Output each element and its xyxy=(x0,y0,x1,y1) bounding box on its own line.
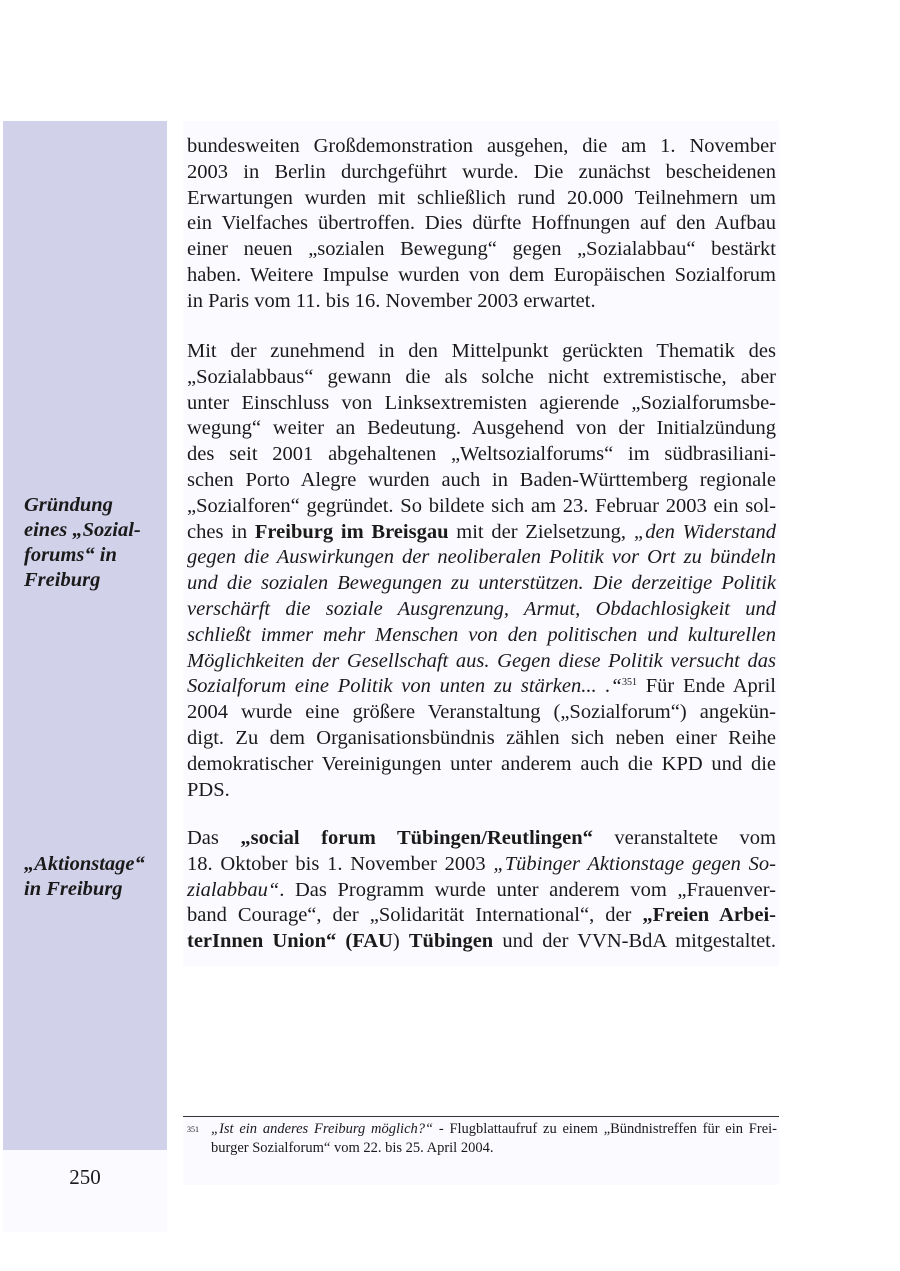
paragraph-3: Das „social forum Tübingen/Reutlingen“ veranstaltete vom 18. Oktober bis 1. November 2003 „Tübinger Aktionstage gegen So- zialabbau“. Das Programm wurde unter anderem vom „Frauenver- band Courage“, der „Solidarität International“, der „Freien Arbei- terInnen Union“ (FAU) Tübingen und der VVN-BdA mitgestaltet. xyxy=(187,827,777,953)
footnote-number: 351 xyxy=(187,1125,199,1134)
footnote xyxy=(187,1120,777,1158)
page-number: 250 xyxy=(69,1165,101,1189)
emphasis-freiburg: Freiburg im Breisgau xyxy=(254,520,449,543)
margin-note-aktionstage: „Aktionstage“ in Freiburg xyxy=(24,853,145,900)
footnote-divider xyxy=(183,1116,779,1117)
paragraph-1: bundesweiten Großdemonstration ausgehen, die am 1. November 2003 in Berlin durchgeführt wurde. Die zunächst bescheidenen Erwartungen wurden mit schließlich rund 20.000 Teilnehmern um ein Vielfaches übertroffen. Dies dürfte Hoffnungen auf den Aufbau einer neuen „sozialen Bewegung“ gegen „Sozialabbau“ bestärkt haben. Weitere Impulse wurden von dem Europäischen Sozialforum in Paris vom 11. bis 16. November 2003 erwartet. xyxy=(187,135,776,312)
margin-footer-box xyxy=(3,1150,167,1232)
margin-column xyxy=(3,121,167,1150)
footnote-text: „Ist ein anderes Freiburg möglich?“ - Flugblattaufruf zu einem „Bündnistreffen für ein Frei- burger Sozialforum“ vom 22. bis 25. April 2004. xyxy=(211,1121,777,1156)
line-freiburg: ches in Freiburg im Breisgau mit der Zielsetzung, „den Widerstand xyxy=(187,520,776,543)
paragraph-2: Mit der zunehmend in den Mittelpunkt gerückten Thematik des „Sozialabbaus“ gewann die als solche nicht extremistische, aber unter Einschluss von Linksextremisten agierende „Sozialforumsbe- wegung“ weiter an Bedeutung. Ausgehend von der Initialzündung des seit 2001 abgehaltenen „Weltsozialforums“ im südbrasiliani- schen Porto Alegre wurden auch in Baden-Württemberg regionale „Sozialforen“ gegründet. So bildete sich am 23. Februar 2003 ein sol- ches in Freiburg im Breisgau mit der Zielsetzung, „den Widerstand gegen die Auswirkungen der neoliberalen Politik vor Ort zu bündeln und die sozialen Bewegungen zu unterstützen. Die derzeitige Politik verschärft die soziale Ausgrenzung, Armut, Obdachlosigkeit und schließt immer mehr Menschen von den politischen und kulturellen Möglichkeiten der Gesellschaft aus. Gegen diese Politik versucht das Sozialforum eine Politik von unten zu stärken... .“$^{351}$ Für Ende April 2004 wurde eine größere Veranstaltung („Sozialforum“) angekün- digt. Zu dem Organisationsbündnis zählen sich neben einer Reihe demokratischer Vereinigungen unter anderem auch die KPD und die PDS. xyxy=(187,340,776,801)
footnote-ref: 351 xyxy=(621,677,637,689)
margin-note-gruendung: Gründung eines „Sozial- forums“ in Freiburg xyxy=(24,494,141,591)
